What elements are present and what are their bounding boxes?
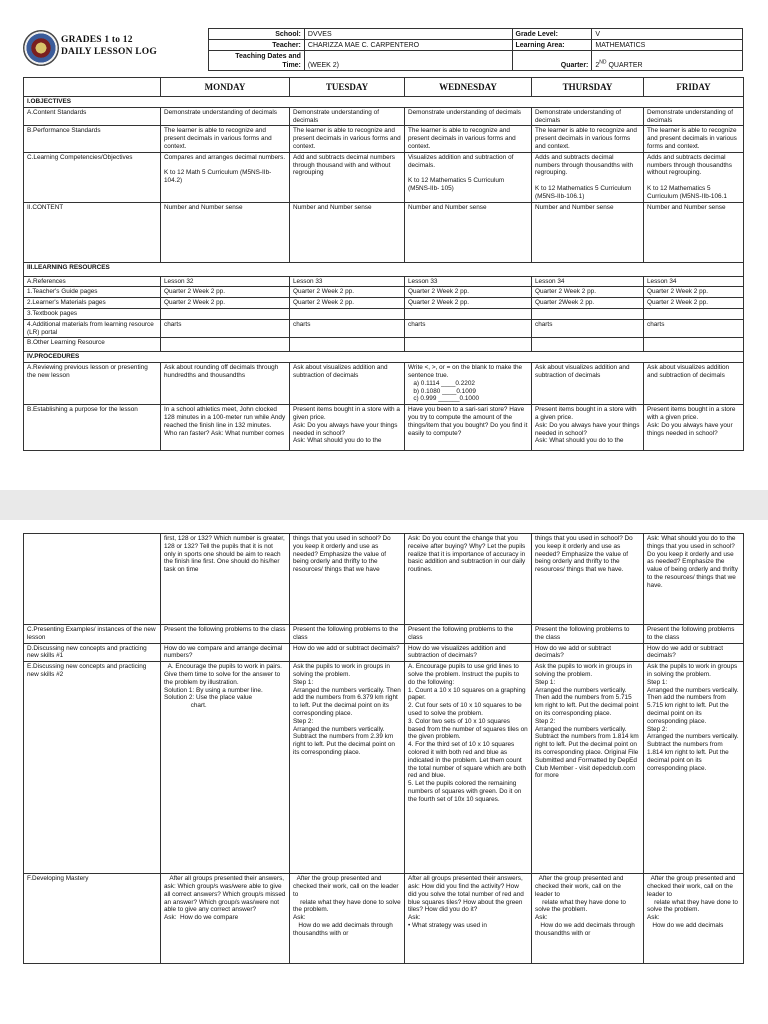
- cell-b-establishing-a-purpose-for-the-lesson-friday: Present items bought in a store with a given price. Ask: Do you always have your things needed in school?: [644, 405, 744, 451]
- cell-c-presenting-examples-instances-of-the-new-lesson-friday: Present the following problems to the class: [644, 625, 744, 644]
- quarter-suffix: ND: [599, 59, 607, 66]
- cell-f-developing-mastery-friday: After the group presented and checked their work, call on the leader to relate what they have done to solve the problem. Ask: How do we add decimals: [644, 874, 744, 964]
- cell-b-other-learning-resource-thursday: [532, 338, 644, 352]
- cell-e-discussing-new-concepts-and-practicing-new-skills-2-monday: A. Encourage the pupils to work in pairs. Give them time to solve for the answer to the problem by illustration. Solution 1: By using a number line. Solution 2: Use the place value chart.: [161, 662, 290, 874]
- cell-d-discussing-new-concepts-and-practicing-new-skills-1-tuesday: How do we add or subtract decimals?: [290, 643, 405, 662]
- cell-1-teacher-s-guide-pages-tuesday: Quarter 2 Week 2 pp.: [290, 287, 405, 298]
- cell-a-references-friday: Lesson 34: [644, 276, 744, 287]
- cell-4-additional-materials-from-learning-resource-lr-portal-friday: charts: [644, 319, 744, 338]
- cell-f-developing-mastery-monday: After all groups presented their answers, ask: Which group/s was/were able to give all correct answers? Which group/s missed an answer? Which group/s was/were not able to give any correct answer? Ask: How do we compare: [161, 874, 290, 964]
- cell-b-performance-standards-thursday: The learner is able to recognize and present decimals in various forms and context.: [532, 126, 644, 152]
- table-row: [24, 126, 744, 152]
- cell-d-discussing-new-concepts-and-practicing-new-skills-1-thursday: How do we add or subtract decimals?: [532, 643, 644, 662]
- dates-label: [209, 51, 305, 71]
- cell-f-developing-mastery-thursday: After the group presented and checked their work, call on the leader to relate what they have done to solve the problem. Ask: How do we add decimals through thousandths with or: [532, 874, 644, 964]
- day-header-thursday: THURSDAY: [532, 78, 644, 97]
- cell-3-textbook-pages-monday: [161, 308, 290, 319]
- cell-a-references-wednesday: Lesson 33: [405, 276, 532, 287]
- cell-a-reviewing-previous-lesson-or-presenting-the-new-lesson-friday: Ask about visualizes addition and subtraction of decimals: [644, 363, 744, 405]
- day-header-row: [24, 78, 744, 97]
- day-header-tuesday: TUESDAY: [290, 78, 405, 97]
- corner-cell: [24, 78, 161, 97]
- cell-a-content-standards-monday: Demonstrate understanding of decimals: [161, 107, 290, 126]
- header-info-table: [208, 28, 743, 71]
- row-label-e-discussing-new-concepts-and-practicing-new-skills-2: E.Discussing new concepts and practicing new skills #2: [24, 662, 161, 874]
- school-value: DVVES: [304, 29, 512, 40]
- dates-label-line-2: Time:: [282, 61, 301, 69]
- cell-c-learning-competencies-objectives-thursday: Adds and subtracts decimal numbers through thousandths with regrouping. K to 12 Mathematics 5 Curriculum (M5NS-IIb-106.1): [532, 152, 644, 202]
- cell-c-learning-competencies-objectives-monday: Compares and arranges decimal numbers. K to 12 Math 5 Curriculum (M5NS-IIb-104.2): [161, 152, 290, 202]
- cell-3-textbook-pages-thursday: [532, 308, 644, 319]
- section-heading-iii-learning-resources: III.LEARNING RESOURCES: [24, 262, 744, 276]
- cell-a-content-standards-tuesday: Demonstrate understanding of decimals: [290, 107, 405, 126]
- cell-b-other-learning-resource-wednesday: [405, 338, 532, 352]
- row-label-b-performance-standards: B.Performance Standards: [24, 126, 161, 152]
- quarter-number: 2: [595, 62, 600, 69]
- cell-ii-content-friday: Number and Number sense: [644, 202, 744, 262]
- cell-b-performance-standards-friday: The learner is able to recognize and present decimals in various forms and context.: [644, 126, 744, 152]
- table-row: [24, 202, 744, 262]
- row-label-c-learning-competencies-objectives: C.Learning Competencies/Objectives: [24, 152, 161, 202]
- header: [23, 28, 743, 72]
- section-heading-iv-procedures: IV.PROCEDURES: [24, 352, 744, 363]
- table-row: [24, 319, 744, 338]
- cell-c-presenting-examples-instances-of-the-new-lesson-monday: Present the following problems to the class: [161, 625, 290, 644]
- table-row: [24, 534, 744, 625]
- row-label-b-other-learning-resource: B.Other Learning Resource: [24, 338, 161, 352]
- cell-a-content-standards-wednesday: Demonstrate understanding of decimals: [405, 107, 532, 126]
- cell-1-teacher-s-guide-pages-friday: Quarter 2 Week 2 pp.: [644, 287, 744, 298]
- cell-d-discussing-new-concepts-and-practicing-new-skills-1-wednesday: How do we visualizes addition and subtraction of decimals?: [405, 643, 532, 662]
- day-header-wednesday: WEDNESDAY: [405, 78, 532, 97]
- row-label-d-discussing-new-concepts-and-practicing-new-skills-1: D.Discussing new concepts and practicing new skills #1: [24, 643, 161, 662]
- cell-c-learning-competencies-objectives-wednesday: Visualizes addition and subtraction of decimals. K to 12 Mathematics 5 Curriculum (M5NS-IIb- 105): [405, 152, 532, 202]
- section-heading-i-objectives: I.OBJECTIVES: [24, 97, 744, 108]
- cell-2-learner-s-materials-pages-thursday: Quarter 2Week 2 pp.: [532, 298, 644, 309]
- table-row: [24, 298, 744, 309]
- deped-seal-icon: [23, 30, 59, 66]
- row-label-a-content-standards: A.Content Standards: [24, 107, 161, 126]
- cell-c-learning-competencies-objectives-friday: Adds and subtracts decimal numbers through thousandths without regrouping. K to 12 Mathematics 5 Curriculum (M5NS-IIb-106.1: [644, 152, 744, 202]
- cell-c-presenting-examples-instances-of-the-new-lesson-tuesday: Present the following problems to the class: [290, 625, 405, 644]
- grade-value: V: [592, 29, 743, 40]
- cell-d-discussing-new-concepts-and-practicing-new-skills-1-friday: How do we add or subtract decimals?: [644, 643, 744, 662]
- table-row: [24, 662, 744, 874]
- cell-b-other-learning-resource-friday: [644, 338, 744, 352]
- cell-f-developing-mastery-wednesday: After all groups presented their answers, ask: How did you find the activity? How did you solve the total number of red and blue squares tiles? How about the green tiles? How did you do it? Ask: • What strategy was used in: [405, 874, 532, 964]
- cell-b-other-learning-resource-tuesday: [290, 338, 405, 352]
- cell-a-references-monday: Lesson 32: [161, 276, 290, 287]
- table-row: [24, 363, 744, 405]
- cell-ii-content-thursday: Number and Number sense: [532, 202, 644, 262]
- cell-b-performance-standards-monday: The learner is able to recognize and present decimals in various forms and context.: [161, 126, 290, 152]
- cell-ii-content-tuesday: Number and Number sense: [290, 202, 405, 262]
- cell-3-textbook-pages-wednesday: [405, 308, 532, 319]
- cell-a-reviewing-previous-lesson-or-presenting-the-new-lesson-wednesday: Write <, >, or = on the blank to make the sentence true. a) 0.1114 ____0.2202 b) 0.1080 ____0.1009 c) 0.999 ______0.1000: [405, 363, 532, 405]
- cell-b-performance-standards-wednesday: The learner is able to recognize and present decimals in various forms and context.: [405, 126, 532, 152]
- table-row: [24, 625, 744, 644]
- cell-4-additional-materials-from-learning-resource-lr-portal-thursday: charts: [532, 319, 644, 338]
- table-row: [24, 405, 744, 451]
- brand-line-2: DAILY LESSON LOG: [61, 47, 157, 57]
- cell-continued-thursday: things that you used in school? Do you keep it orderly and use as needed? Emphasize the value of being orderly and thrifty to the resources/ things that we have.: [532, 534, 644, 625]
- cell-a-content-standards-thursday: Demonstrate understanding of decimals: [532, 107, 644, 126]
- row-label-b-establishing-a-purpose-for-the-lesson: B.Establishing a purpose for the lesson: [24, 405, 161, 451]
- cell-3-textbook-pages-tuesday: [290, 308, 405, 319]
- teacher-label: Teacher:: [209, 40, 305, 51]
- row-label-3-textbook-pages: 3.Textbook pages: [24, 308, 161, 319]
- cell-a-reviewing-previous-lesson-or-presenting-the-new-lesson-monday: Ask about rounding off decimals through hundredths and thousandths: [161, 363, 290, 405]
- cell-f-developing-mastery-tuesday: After the group presented and checked their work, call on the leader to relate what they have done to solve the problem. Ask: How do we add decimals through thousandths with or: [290, 874, 405, 964]
- cell-b-establishing-a-purpose-for-the-lesson-wednesday: Have you been to a sari-sari store? Have you try to compute the amount of the things/item that you bought? Do you find it easily to compute?: [405, 405, 532, 451]
- document-brand: [61, 34, 157, 58]
- cell-ii-content-monday: Number and Number sense: [161, 202, 290, 262]
- cell-e-discussing-new-concepts-and-practicing-new-skills-2-wednesday: A. Encourage pupils to use grid lines to solve the problem. Instruct the pupils to do the following: 1. Count a 10 x 10 squares on a graphing paper. 2. Cut four sets of 10 x 10 squares to be used to solve the problem. 3. Color two sets of 10 x 10 squares based from the number of squares tiles on the given problem. 4. For the third set of 10 x 10 squares colored it with both red and blue as indicated in the problem. Let them count the total number of square which are both red and blue. 5. Let the pupils colored the remaining numbers of squares with green. Do it on the fourth set of 10x 10 squares.: [405, 662, 532, 874]
- cell-continued-tuesday: things that you used in school? Do you keep it orderly and use as needed? Emphasize the value of being orderly and thrifty to the resources/ things that we have: [290, 534, 405, 625]
- lesson-log-table-page-1: [23, 77, 744, 451]
- row-label-f-developing-mastery: F.Developing Mastery: [24, 874, 161, 964]
- cell-4-additional-materials-from-learning-resource-lr-portal-wednesday: charts: [405, 319, 532, 338]
- grade-label: Grade Level:: [512, 29, 592, 40]
- cell-a-references-tuesday: Lesson 33: [290, 276, 405, 287]
- cell-1-teacher-s-guide-pages-monday: Quarter 2 Week 2 pp.: [161, 287, 290, 298]
- cell-3-textbook-pages-friday: [644, 308, 744, 319]
- cell-a-reviewing-previous-lesson-or-presenting-the-new-lesson-tuesday: Ask about visualizes addition and subtraction of decimals: [290, 363, 405, 405]
- cell-2-learner-s-materials-pages-monday: Quarter 2 Week 2 pp.: [161, 298, 290, 309]
- table-row: [24, 287, 744, 298]
- row-label-a-references: A.References: [24, 276, 161, 287]
- dll-page-2: [0, 520, 768, 1024]
- table-row: [24, 152, 744, 202]
- row-label-4-additional-materials-from-learning-resource-lr-portal: 4.Additional materials from learning resource (LR) portal: [24, 319, 161, 338]
- day-header-friday: FRIDAY: [644, 78, 744, 97]
- cell-1-teacher-s-guide-pages-wednesday: Quarter 2 Week 2 pp.: [405, 287, 532, 298]
- teacher-value: CHARIZZA MAE C. CARPENTERO: [304, 40, 512, 51]
- area-label: Learning Area:: [512, 40, 592, 51]
- area-value: MATHEMATICS: [592, 40, 743, 51]
- row-label-c-presenting-examples-instances-of-the-new-lesson: C.Presenting Examples/ instances of the new lesson: [24, 625, 161, 644]
- dates-value: (WEEK 2): [304, 51, 512, 71]
- cell-continued-friday: Ask: What should you do to the things that you used in school? Do you keep it orderly and use as needed? Emphasize the value of being orderly and thrifty to the resources/ things that we have.: [644, 534, 744, 625]
- cell-c-presenting-examples-instances-of-the-new-lesson-wednesday: Present the following problems to the class: [405, 625, 532, 644]
- brand-line-1: GRADES 1 to 12: [61, 35, 133, 45]
- section-row: [24, 262, 744, 276]
- row-label-1-teacher-s-guide-pages: 1.Teacher's Guide pages: [24, 287, 161, 298]
- quarter-value: [592, 51, 743, 71]
- dates-label-line-1: Teaching Dates and: [235, 52, 301, 60]
- cell-b-establishing-a-purpose-for-the-lesson-thursday: Present items bought in a store with a given price. Ask: Do you always have your things needed in school? Ask: What should you do to the: [532, 405, 644, 451]
- cell-b-establishing-a-purpose-for-the-lesson-monday: In a school athletics meet, John clocked 128 minutes in a 100-meter run while Andy reached the finish line in 132 minutes. Who ran faster? Ask: What number comes: [161, 405, 290, 451]
- cell-c-presenting-examples-instances-of-the-new-lesson-thursday: Present the following problems to the class: [532, 625, 644, 644]
- cell-a-content-standards-friday: Demonstrate understanding of decimals: [644, 107, 744, 126]
- section-row: [24, 97, 744, 108]
- table-row: [24, 308, 744, 319]
- cell-1-teacher-s-guide-pages-thursday: Quarter 2 Week 2 pp.: [532, 287, 644, 298]
- table-row: [24, 107, 744, 126]
- row-label-2-learner-s-materials-pages: 2.Learner's Materials pages: [24, 298, 161, 309]
- day-header-monday: MONDAY: [161, 78, 290, 97]
- cell-c-learning-competencies-objectives-tuesday: Add and subtracts decimal numbers through thousand with and without regrouping: [290, 152, 405, 202]
- table-row: [24, 643, 744, 662]
- table-row: [24, 874, 744, 964]
- row-label-ii-content: II.CONTENT: [24, 202, 161, 262]
- school-label: School:: [209, 29, 305, 40]
- cell-2-learner-s-materials-pages-wednesday: Quarter 2 Week 2 pp.: [405, 298, 532, 309]
- cell-e-discussing-new-concepts-and-practicing-new-skills-2-friday: Ask the pupils to work in groups in solving the problem. Step 1: Arranged the numbers vertically. Then add the numbers from 5.715 km right to left. Put the decimal point on its corresponding place. Step 2: Arranged the numbers vertically. Subtract the numbers from 1.814 km right to left. Put the decimal point on its corresponding place.: [644, 662, 744, 874]
- cell-e-discussing-new-concepts-and-practicing-new-skills-2-tuesday: Ask the pupils to work in groups in solving the problem. Step 1: Arranged the numbers vertically. Then add the numbers from 6.379 km right to left. Put the decimal point on its corresponding place. Step 2: Arranged the numbers vertically. Subtract the numbers from 2.39 km right to left. Put the decimal point on its corresponding place.: [290, 662, 405, 874]
- cell-b-performance-standards-tuesday: The learner is able to recognize and present decimals in various forms and context.: [290, 126, 405, 152]
- row-label-continued: [24, 534, 161, 625]
- cell-d-discussing-new-concepts-and-practicing-new-skills-1-monday: How do we compare and arrange decimal numbers?: [161, 643, 290, 662]
- cell-b-other-learning-resource-monday: [161, 338, 290, 352]
- cell-e-discussing-new-concepts-and-practicing-new-skills-2-thursday: Ask the pupils to work in groups in solving the problem. Step 1: Arranged the numbers vertically. Then add the numbers from 5.715 km right to left. Put the decimal point on its corresponding place. Step 2: Arranged the numbers vertically. Subtract the numbers from 1.814 km right to left. Put the decimal point on its corresponding place. Original File Submitted and Formatted by DepEd Club Member - visit depedclub.com for more: [532, 662, 644, 874]
- cell-2-learner-s-materials-pages-friday: Quarter 2 Week 2 pp.: [644, 298, 744, 309]
- cell-b-establishing-a-purpose-for-the-lesson-tuesday: Present items bought in a store with a given price. Ask: Do you always have your things needed in school? Ask: What should you do to the: [290, 405, 405, 451]
- page-gap: [0, 490, 768, 520]
- cell-a-reviewing-previous-lesson-or-presenting-the-new-lesson-thursday: Ask about visualizes addition and subtraction of decimals: [532, 363, 644, 405]
- table-row: [24, 276, 744, 287]
- quarter-text: QUARTER: [606, 62, 643, 69]
- cell-continued-monday: first, 128 or 132? Which number is greater, 128 or 132? Tell the pupils that it is not only in sports one should be aim to reach the finish line first. One should do his/her task on time: [161, 534, 290, 625]
- cell-ii-content-wednesday: Number and Number sense: [405, 202, 532, 262]
- cell-continued-wednesday: Ask: Do you count the change that you receive after buying? Why? Let the pupils realize that it is importance of accuracy in basic addition and subtraction in our daily routines.: [405, 534, 532, 625]
- lesson-log-table-page-2: [23, 533, 744, 964]
- cell-2-learner-s-materials-pages-tuesday: Quarter 2 Week 2 pp.: [290, 298, 405, 309]
- row-label-a-reviewing-previous-lesson-or-presenting-the-new-lesson: A.Reviewing previous lesson or presenting the new lesson: [24, 363, 161, 405]
- cell-4-additional-materials-from-learning-resource-lr-portal-tuesday: charts: [290, 319, 405, 338]
- table-row: [24, 338, 744, 352]
- dll-page-1: [0, 0, 768, 490]
- cell-a-references-thursday: Lesson 34: [532, 276, 644, 287]
- quarter-label: Quarter:: [512, 51, 592, 71]
- section-row: [24, 352, 744, 363]
- cell-4-additional-materials-from-learning-resource-lr-portal-monday: charts: [161, 319, 290, 338]
